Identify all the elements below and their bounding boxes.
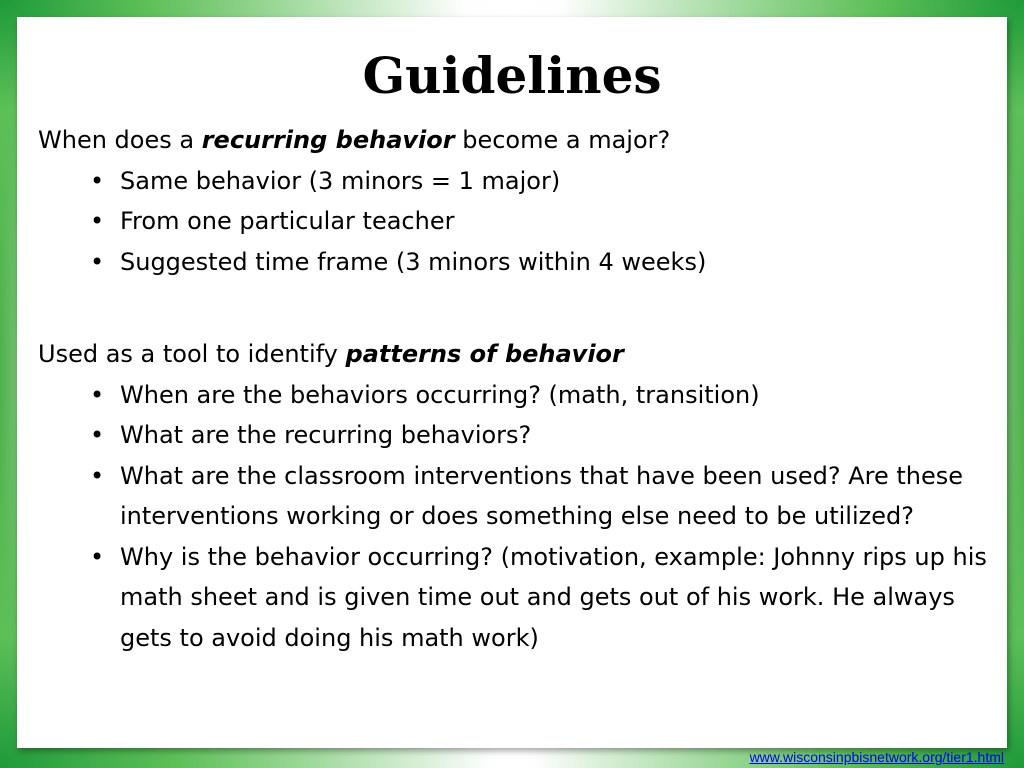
section-2-lead <box>38 334 998 375</box>
section-1-lead-emphasis: recurring behavior <box>201 126 455 154</box>
list-item <box>38 537 998 659</box>
list-item-text: What are the classroom interventions that have been used? Are these interventions working or does something else need to be utilized? <box>120 461 964 530</box>
section-2-lead-emphasis: patterns of behavior <box>345 340 624 368</box>
source-link[interactable]: www.wisconsinpbisnetwork.org/tier1.html <box>749 749 1004 765</box>
slide-body <box>38 120 998 658</box>
section-1-bullet-list <box>38 161 998 283</box>
slide-card <box>17 17 1007 748</box>
list-item-text: What are the recurring behaviors? <box>120 421 532 449</box>
bullet-glyph: • <box>90 166 105 195</box>
list-item <box>38 415 998 456</box>
list-item <box>38 456 998 537</box>
bullet-glyph: • <box>90 207 105 235</box>
list-item-text: Why is the behavior occurring? (motivation, example: Johnny rips up his math sheet and is given time out and gets out of his work. He always gets to avoid doing his math work) <box>120 542 987 652</box>
bullet-glyph: • <box>90 380 105 409</box>
section-2-lead-pre: Used as a tool to identify <box>38 340 346 368</box>
list-item <box>38 375 998 416</box>
list-item-text: When are the behaviors occurring? (math, transition) <box>120 380 760 409</box>
section-1-lead <box>38 120 998 161</box>
list-item <box>38 161 998 202</box>
bullet-glyph: • <box>90 461 105 490</box>
section-spacer <box>38 282 998 334</box>
section-1-lead-post: become a major? <box>454 126 671 154</box>
page-title: Guidelines <box>362 46 662 105</box>
section-1-lead-pre: When does a <box>38 126 202 154</box>
bullet-glyph: • <box>90 421 105 449</box>
list-item-text: From one particular teacher <box>120 207 455 235</box>
section-2-bullet-list <box>38 375 998 659</box>
bullet-glyph: • <box>90 247 105 276</box>
list-item-text: Same behavior (3 minors = 1 major) <box>120 166 561 195</box>
list-item <box>38 242 998 283</box>
list-item-text: Suggested time frame (3 minors within 4 weeks) <box>120 247 707 276</box>
bullet-glyph: • <box>90 542 105 571</box>
list-item <box>38 201 998 242</box>
